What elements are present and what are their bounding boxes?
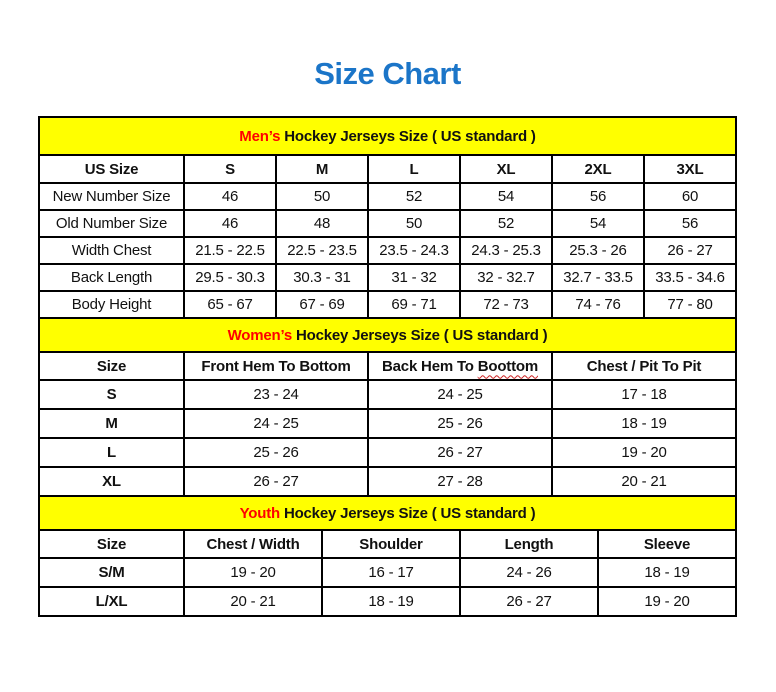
table-row <box>39 210 736 237</box>
womens-banner-highlight: Women’s <box>227 326 293 344</box>
column-header: XL <box>460 155 552 183</box>
size-cell: 33.5 - 34.6 <box>644 264 736 291</box>
womens-banner-text: Hockey Jerseys Size ( US standard ) <box>295 326 548 344</box>
table-row <box>39 587 736 616</box>
row-label: New Number Size <box>39 183 184 210</box>
size-cell: 30.3 - 31 <box>276 264 368 291</box>
column-header: Size <box>39 530 184 558</box>
size-cell: 24.3 - 25.3 <box>460 237 552 264</box>
mens-banner-highlight: Men’s <box>239 127 281 145</box>
size-cell: 67 - 69 <box>276 291 368 318</box>
row-label: S/M <box>39 558 184 587</box>
row-label: XL <box>39 467 184 496</box>
size-cell: 52 <box>460 210 552 237</box>
size-cell: 26 - 27 <box>368 438 552 467</box>
size-cell: 26 - 27 <box>184 467 368 496</box>
table-row <box>39 237 736 264</box>
womens-header-row <box>39 352 736 380</box>
mens-size-table <box>38 116 737 319</box>
size-cell: 72 - 73 <box>460 291 552 318</box>
column-header: Size <box>39 352 184 380</box>
mens-header-row <box>39 155 736 183</box>
row-label: Width Chest <box>39 237 184 264</box>
size-cell: 48 <box>276 210 368 237</box>
size-cell: 69 - 71 <box>368 291 460 318</box>
row-label: Body Height <box>39 291 184 318</box>
size-cell: 27 - 28 <box>368 467 552 496</box>
table-row <box>39 291 736 318</box>
table-row <box>39 380 736 409</box>
size-cell: 23.5 - 24.3 <box>368 237 460 264</box>
row-label: L/XL <box>39 587 184 616</box>
column-header: Shoulder <box>322 530 460 558</box>
size-cell: 18 - 19 <box>598 558 736 587</box>
size-cell: 20 - 21 <box>552 467 736 496</box>
column-header: S <box>184 155 276 183</box>
column-header: Front Hem To Bottom <box>184 352 368 380</box>
womens-size-table <box>38 317 737 497</box>
size-cell: 26 - 27 <box>460 587 598 616</box>
size-cell: 50 <box>276 183 368 210</box>
size-cell: 17 - 18 <box>552 380 736 409</box>
size-cell: 25 - 26 <box>184 438 368 467</box>
size-cell: 29.5 - 30.3 <box>184 264 276 291</box>
row-label: S <box>39 380 184 409</box>
size-cell: 18 - 19 <box>552 409 736 438</box>
womens-banner <box>39 318 736 352</box>
size-cell: 26 - 27 <box>644 237 736 264</box>
column-header <box>368 352 552 380</box>
page-title: Size Chart <box>314 56 461 91</box>
column-header-text: Back Hem To <box>382 357 474 375</box>
size-cell: 19 - 20 <box>598 587 736 616</box>
size-cell: 74 - 76 <box>552 291 644 318</box>
size-cell: 24 - 25 <box>184 409 368 438</box>
table-row <box>39 264 736 291</box>
youth-header-row <box>39 530 736 558</box>
size-cell: 54 <box>460 183 552 210</box>
size-cell: 19 - 20 <box>552 438 736 467</box>
size-cell: 16 - 17 <box>322 558 460 587</box>
size-cell: 25.3 - 26 <box>552 237 644 264</box>
size-cell: 56 <box>644 210 736 237</box>
mens-banner-text: Hockey Jerseys Size ( US standard ) <box>284 127 536 145</box>
size-cell: 23 - 24 <box>184 380 368 409</box>
column-header: Chest / Width <box>184 530 322 558</box>
row-label: Back Length <box>39 264 184 291</box>
size-cell: 32.7 - 33.5 <box>552 264 644 291</box>
youth-size-table <box>38 495 737 617</box>
column-header: 3XL <box>644 155 736 183</box>
youth-banner-text: Hockey Jerseys Size ( US standard ) <box>283 504 536 522</box>
column-header: Length <box>460 530 598 558</box>
table-row <box>39 438 736 467</box>
size-cell: 77 - 80 <box>644 291 736 318</box>
table-row <box>39 183 736 210</box>
column-header: 2XL <box>552 155 644 183</box>
size-cell: 20 - 21 <box>184 587 322 616</box>
womens-banner-row <box>39 318 736 352</box>
table-row <box>39 409 736 438</box>
column-header: Chest / Pit To Pit <box>552 352 736 380</box>
table-row <box>39 467 736 496</box>
column-header: Sleeve <box>598 530 736 558</box>
size-cell: 60 <box>644 183 736 210</box>
table-row <box>39 558 736 587</box>
column-header: L <box>368 155 460 183</box>
size-cell: 32 - 32.7 <box>460 264 552 291</box>
row-label: L <box>39 438 184 467</box>
size-cell: 21.5 - 22.5 <box>184 237 276 264</box>
misspelled-word: Boottom <box>477 357 538 375</box>
size-cell: 22.5 - 23.5 <box>276 237 368 264</box>
size-cell: 54 <box>552 210 644 237</box>
size-cell: 25 - 26 <box>368 409 552 438</box>
size-cell: 52 <box>368 183 460 210</box>
youth-banner-highlight: Youth <box>239 504 280 522</box>
youth-banner <box>39 496 736 530</box>
youth-banner-row <box>39 496 736 530</box>
size-cell: 24 - 25 <box>368 380 552 409</box>
size-cell: 46 <box>184 183 276 210</box>
row-label: M <box>39 409 184 438</box>
size-cell: 56 <box>552 183 644 210</box>
size-cell: 46 <box>184 210 276 237</box>
size-cell: 18 - 19 <box>322 587 460 616</box>
size-cell: 24 - 26 <box>460 558 598 587</box>
size-cell: 31 - 32 <box>368 264 460 291</box>
column-header: US Size <box>39 155 184 183</box>
mens-banner <box>39 117 736 155</box>
row-label: Old Number Size <box>39 210 184 237</box>
size-cell: 65 - 67 <box>184 291 276 318</box>
column-header: M <box>276 155 368 183</box>
size-cell: 50 <box>368 210 460 237</box>
mens-banner-row <box>39 117 736 155</box>
size-cell: 19 - 20 <box>184 558 322 587</box>
